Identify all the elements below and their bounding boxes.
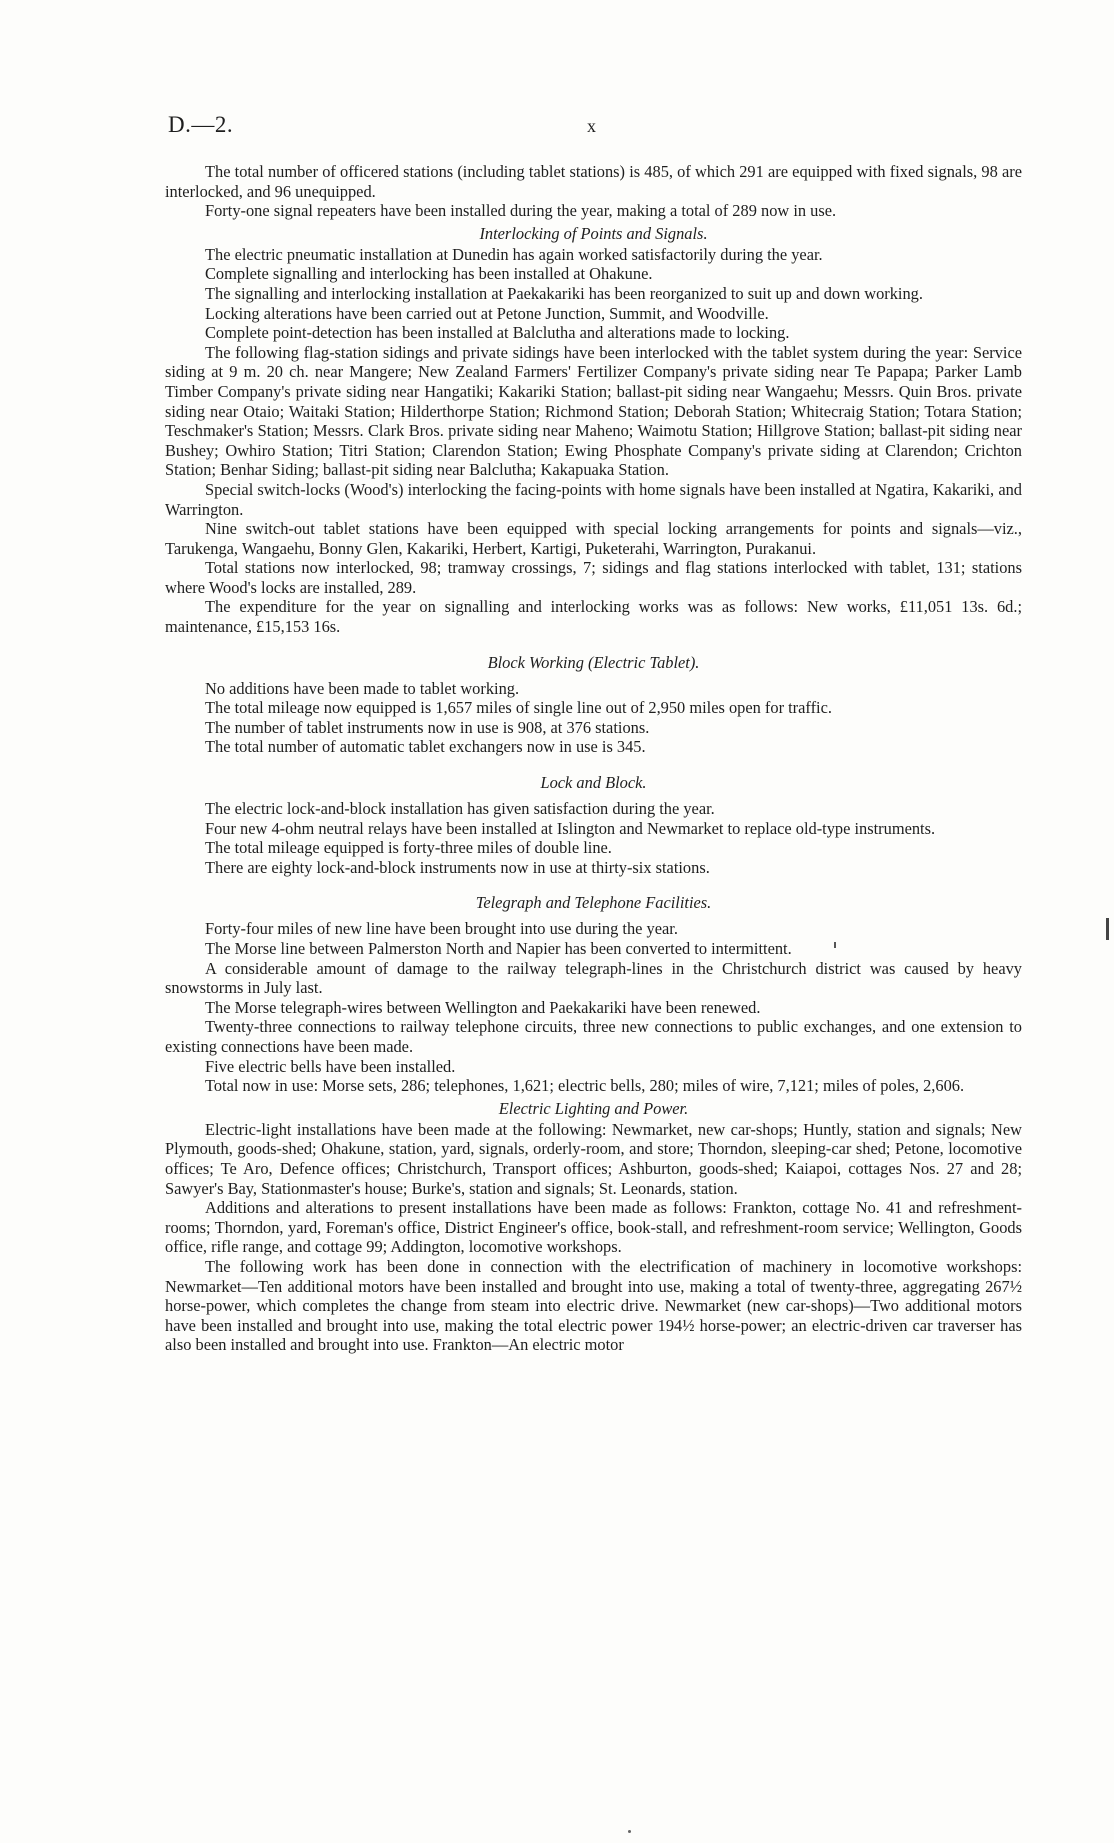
- paragraph: The electric pneumatic installation at Dunedin has again worked satisfactorily during the year.: [205, 244, 823, 264]
- paragraph: A considerable amount of damage to the railway telegraph-lines in the Christchurch district was caused by heavy snowstorms in July last.: [165, 958, 1022, 998]
- document-body: [165, 162, 1022, 1355]
- paragraph: The total mileage now equipped is 1,657 miles of single line out of 2,950 miles open for traffic.: [205, 698, 832, 718]
- scan-speck: [628, 1830, 631, 1833]
- paragraph: Twenty-three connections to railway telephone circuits, three new connections to public exchanges, and one extension to existing connections have been made.: [165, 1017, 1022, 1056]
- paragraph: The number of tablet instruments now in use is 908, at 376 stations.: [205, 717, 650, 737]
- paragraph: The signalling and interlocking installation at Paekakariki has been reorganized to suit up and down working.: [205, 283, 923, 303]
- document-reference: D.—2.: [168, 112, 234, 137]
- paragraph: Electric-light installations have been made at the following: Newmarket, new car-shops; Huntly, station and signals; New Plymouth, goods-shed; Ohakune, station, yard, signals, orderly-room, and store; Thorndon, sleeping-car shed; Petone, locomotive offices; Te Aro, Defence offices; Christchurch, Transport offices; Ashburton, goods-shed; Kaiapoi, cottages Nos. 27 and 28; Sawyer's Bay, Stationmaster's house; Burke's, station and signals; St. Leonards, station.: [165, 1119, 1022, 1198]
- paragraph: The Morse line between Palmerston North and Napier has been converted to intermittent.: [205, 939, 792, 958]
- paragraph: Additions and alterations to present installations have been made as follows: Frankton, cottage No. 41 and refreshment-rooms; Thorndon, yard, Foreman's office, District Engineer's office, book-stall, and refreshment-room service; Wellington, Goods office, rifle range, and cottage 99; Addington, locomotive workshops.: [165, 1198, 1022, 1257]
- scan-speck: [834, 942, 836, 948]
- paragraph: Four new 4-ohm neutral relays have been installed at Islington and Newmarket to replace old-type instruments.: [205, 818, 936, 838]
- paragraph: Total now in use: Morse sets, 286; telephones, 1,621; electric bells, 280; miles of wire, 7,121; miles of poles, 2,606.: [205, 1076, 965, 1096]
- paragraph: Forty-four miles of new line have been brought into use during the year.: [205, 919, 678, 939]
- paragraph: Locking alterations have been carried out at Petone Junction, Summit, and Woodville.: [205, 303, 769, 323]
- paragraph: The Morse telegraph-wires between Wellington and Paekakariki have been renewed.: [205, 997, 761, 1017]
- section-heading: Interlocking of Points and Signals.: [479, 223, 708, 243]
- paragraph: No additions have been made to tablet working.: [205, 678, 520, 698]
- page-number: x: [587, 116, 596, 136]
- paragraph: Total stations now interlocked, 98; tramway crossings, 7; sidings and flag stations interlocked with tablet, 131; stations where Wood's locks are installed, 289.: [165, 558, 1022, 597]
- section-heading: Electric Lighting and Power.: [498, 1098, 689, 1118]
- paragraph: Forty-one signal repeaters have been installed during the year, making a total of 289 now in use.: [205, 201, 837, 221]
- paragraph: Five electric bells have been installed.: [205, 1056, 456, 1076]
- paragraph: Complete signalling and interlocking has been installed at Ohakune.: [205, 264, 653, 284]
- scan-edge-mark: [1106, 918, 1109, 940]
- paragraph: The total number of officered stations (including tablet stations) is 485, of which 291 are equipped with fixed signals, 98 are interlocked, and 96 unequipped.: [165, 162, 1022, 201]
- section-heading: Block Working (Electric Tablet).: [487, 652, 700, 672]
- paragraph: Special switch-locks (Wood's) interlocking the facing-points with home signals have been installed at Ngatira, Kakariki, and Warrington.: [165, 479, 1022, 519]
- paragraph: The following flag-station sidings and private sidings have been interlocked with the tablet system during the year: Service siding at 9 m. 20 ch. near Mangere; New Zealand Farmers' Fertilizer Company's private siding near Te Papapa; Parker Lamb Timber Company's private siding near Hangatiki; Kakariki Station; ballast-pit siding near Wangaehu; Messrs. Quin Bros. private siding near Otaio; Waitaki Station; Hilderthorpe Station; Richmond Station; Deborah Station; Whitecraig Station; Totara Station; Teschmaker's Station; Messrs. Clark Bros. private siding near Maheno; Waimotu Station; Hillgrove Station; ballast-pit siding near Bushey; Owhiro Station; Titri Station; Clarendon Station; Ewing Phosphate Company's private siding at Clarendon; Crichton Station; Benhar Siding; ballast-pit siding near Balclutha; Kakapuaka Station.: [165, 342, 1022, 480]
- paragraph: Nine switch-out tablet stations have been equipped with special locking arrangements for points and signals—viz., Tarukenga, Wangaehu, Bonny Glen, Kakariki, Herbert, Kartigi, Puketerahi, Warrington, Purakanui.: [165, 519, 1022, 558]
- section-heading: Telegraph and Telephone Facilities.: [475, 893, 712, 913]
- paragraph: Complete point-detection has been installed at Balclutha and alterations made to locking.: [205, 323, 790, 343]
- paragraph: There are eighty lock-and-block instruments now in use at thirty-six stations.: [205, 857, 710, 877]
- paragraph: The electric lock-and-block installation has given satisfaction during the year.: [205, 799, 715, 819]
- paragraph: The total mileage equipped is forty-three miles of double line.: [205, 838, 612, 858]
- paragraph: The following work has been done in connection with the electrification of machinery in locomotive workshops: Newmarket—Ten additional motors have been installed and brought into use, making a total of twenty-three, aggregating 267½ horse-power, which completes the change from steam into electric drive. Newmarket (new car-shops)—Two additional motors have been installed and brought into use, making the total electric power 194½ horse-power; an electric-driven car traverser has also been installed and brought into use. Frankton—An electric motor: [165, 1256, 1022, 1355]
- paragraph: The expenditure for the year on signalling and interlocking works was as follows: New works, £11,051 13s. 6d.; maintenance, £15,153 16s.: [165, 597, 1022, 637]
- paragraph: The total number of automatic tablet exchangers now in use is 345.: [205, 737, 646, 757]
- section-heading: Lock and Block.: [540, 773, 647, 793]
